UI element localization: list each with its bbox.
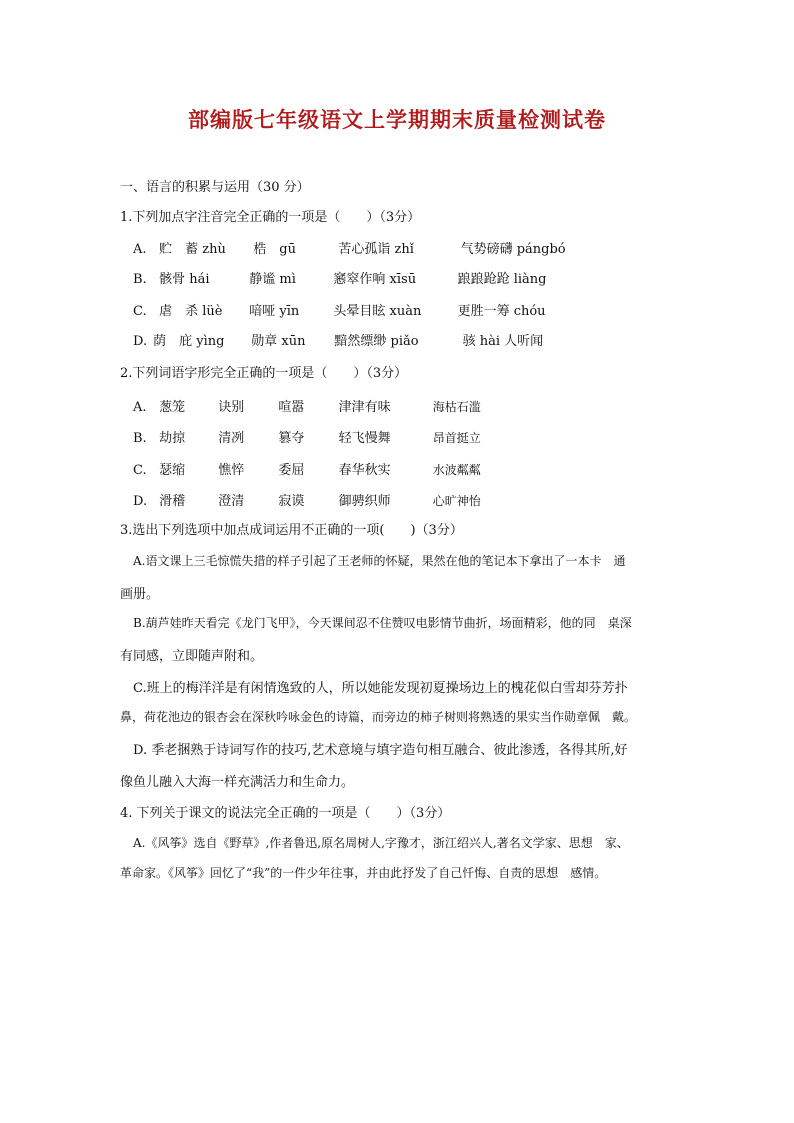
- option-item: 勋章 xūn: [251, 334, 306, 349]
- option-item: 轻飞慢舞: [338, 431, 391, 446]
- q1-option-c: [133, 300, 546, 319]
- question-4-stem: 4. 下列关于课文的说法完全正确的一项是（ ）（3分）: [120, 806, 451, 821]
- option-item: 海枯石滥: [432, 400, 481, 414]
- q3-option-a-line2: 画册。: [120, 587, 160, 602]
- option-label: C.: [133, 463, 147, 478]
- option-item: 气势磅礴 pángbó: [460, 242, 566, 257]
- q2-option-d: [133, 490, 481, 509]
- question-1-stem: 1.下列加点字注音完全正确的一项是（ ）（3分）: [120, 210, 421, 225]
- option-item: 荫 庇 yìng: [153, 334, 225, 349]
- option-item: 喑哑 yīn: [249, 304, 300, 319]
- q2-option-b: [133, 427, 481, 446]
- option-item: 诀别: [218, 400, 245, 415]
- q3-option-b-line1: B.葫芦娃昨天看完《龙门飞甲》，今天课间忍不住赞叹电影情节曲折，场面精彩，他的同 桌深: [133, 616, 632, 630]
- q3-option-a-line1: A.语文课上三毛惊慌失措的样子引起了王老师的怀疑，果然在他的笔记本下拿出了一本卡 通: [133, 554, 626, 568]
- section-heading: 一、语言的积累与运用（30 分）: [120, 180, 310, 195]
- option-item: 贮 蓄 zhù: [159, 242, 226, 257]
- option-item: 春华秋实: [338, 463, 391, 478]
- option-item: 清冽: [218, 431, 245, 446]
- page-title: 部编版七年级语文上学期期末质量检测试卷: [188, 107, 606, 132]
- option-item: 静谧 mì: [249, 272, 296, 287]
- option-label: B.: [133, 431, 147, 446]
- q1-option-d: [133, 330, 543, 349]
- question-2-stem: 2.下列词语字形完全正确的一项是（ ）（3分）: [120, 366, 408, 381]
- option-item: 踉踉跄跄 liàng: [457, 272, 547, 287]
- option-item: 津津有味: [338, 400, 391, 415]
- q3-option-d-line1: D. 季老捆熟于诗词写作的技巧,艺术意境与填字造句相互融合、彼此渗透，各得其所,好: [133, 743, 628, 758]
- option-label: A.: [133, 242, 147, 257]
- option-label: D.: [133, 494, 148, 509]
- option-item: 梏 gū: [253, 242, 296, 257]
- q1-option-a: [133, 238, 566, 257]
- q2-option-c: [133, 459, 481, 478]
- q2-option-a: [133, 396, 481, 415]
- option-item: 头晕目眩 xuàn: [333, 304, 422, 319]
- q4-option-a-line2: 革命家。《风筝》回忆了“我”的一件少年往事，并由此抒发了自己忏悔、自责的思想 感情。: [120, 866, 607, 880]
- question-3-stem: 3.选出下列选项中加点成词运用不正确的一项( )（3分）: [120, 523, 463, 538]
- option-item: 滑稽: [159, 494, 186, 509]
- option-item: 心旷神怡: [432, 494, 481, 508]
- option-label: D.: [133, 334, 148, 349]
- option-item: 篡夺: [278, 431, 305, 446]
- option-label: A.: [133, 400, 147, 415]
- option-item: 昂首挺立: [432, 431, 481, 445]
- option-item: 憔悴: [218, 463, 245, 478]
- q3-option-b-line2: 有同感，立即随声附和。: [120, 649, 264, 664]
- option-item: 劫掠: [159, 431, 186, 446]
- q3-option-d-line2: 像鱼儿融入大海一样充满活力和生命力。: [120, 775, 355, 790]
- option-item: 骸骨 hái: [159, 272, 210, 287]
- option-item: 窸窣作响 xīsū: [333, 272, 417, 287]
- option-label: B.: [133, 272, 147, 287]
- option-item: 委屈: [278, 463, 305, 478]
- option-item: 水波粼粼: [432, 463, 481, 477]
- option-item: 骇 hài 人听闻: [462, 334, 544, 349]
- q4-option-a-line1: A.《风筝》选自《野草》,作者鲁迅,原名周树人,字豫才，浙江绍兴人,著名文学家、思想 家、: [133, 836, 629, 850]
- option-item: 更胜一筹 chóu: [457, 304, 546, 319]
- option-item: 苦心孤诣 zhǐ: [338, 242, 414, 257]
- option-item: 瑟缩: [159, 463, 186, 478]
- q3-option-c-line1: C.班上的梅洋洋是有闲情逸致的人，所以她能发现初夏操场边上的槐花似白雪却芬芳扑: [133, 681, 628, 696]
- q3-option-c-line2: 鼻，荷花池边的银杏会在深秋吟咏金色的诗篇，而旁边的柿子树则将熟透的果实当作勋章佩 戴。: [120, 710, 637, 724]
- option-item: 澄清: [218, 494, 245, 509]
- option-item: 黯然缥缈 piǎo: [334, 334, 419, 349]
- option-item: 御骋织师: [338, 494, 391, 509]
- option-item: 葱笼: [159, 400, 186, 415]
- option-label: C.: [133, 304, 147, 319]
- option-item: 喧嚣: [278, 400, 305, 415]
- option-item: 寂谟: [278, 494, 305, 509]
- q1-option-b: [133, 268, 546, 287]
- option-item: 虐 杀 lüè: [159, 304, 223, 319]
